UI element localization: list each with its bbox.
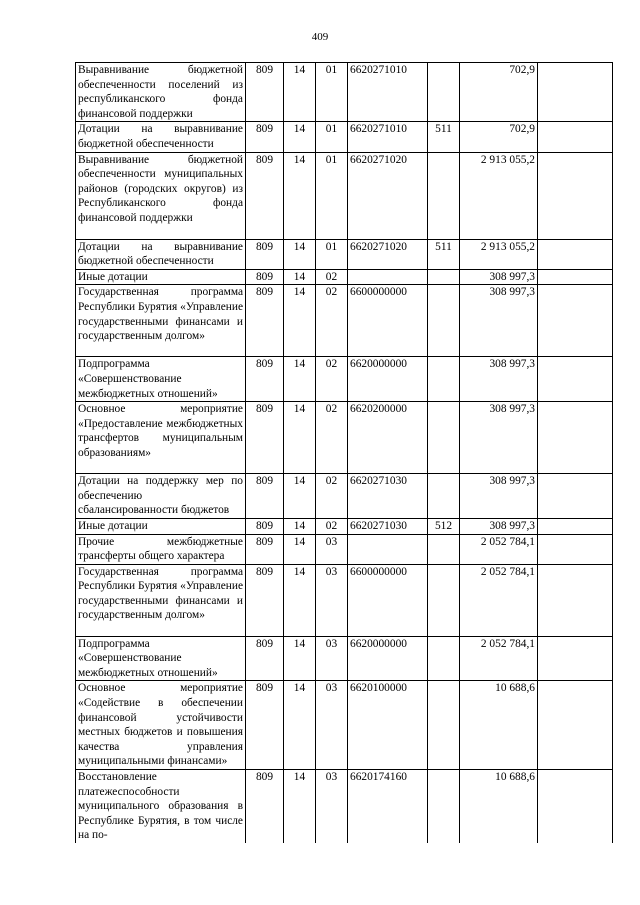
row-pr-cell: 03 xyxy=(316,636,348,681)
row-sum-cell: 308 997,3 xyxy=(460,474,538,519)
table-row xyxy=(76,474,613,519)
page-number: 409 xyxy=(311,31,329,43)
row-empty-cell xyxy=(538,152,613,239)
row-empty-cell xyxy=(538,564,613,636)
row-csr-cell: 6620174160 xyxy=(348,770,428,843)
row-vr-cell xyxy=(428,152,460,239)
row-ved-cell: 809 xyxy=(246,269,284,285)
row-pr-cell: 02 xyxy=(316,474,348,519)
row-sum-cell: 308 997,3 xyxy=(460,518,538,534)
row-rz-cell: 14 xyxy=(284,564,316,636)
row-sum-cell: 702,9 xyxy=(460,122,538,152)
table-row xyxy=(76,402,613,474)
table-row xyxy=(76,285,613,357)
row-rz-cell: 14 xyxy=(284,63,316,122)
row-ved-cell: 809 xyxy=(246,402,284,474)
row-csr-cell: 6620271030 xyxy=(348,518,428,534)
row-sum-cell: 2 052 784,1 xyxy=(460,636,538,681)
row-empty-cell xyxy=(538,534,613,564)
row-name-cell: Дотации на поддержку мер по обеспечению сбалансированности бюджетов xyxy=(76,474,246,519)
row-pr-cell: 02 xyxy=(316,357,348,402)
row-sum-cell: 702,9 xyxy=(460,63,538,122)
row-name-cell: Основное мероприятие «Содействие в обеспечении финансовой устойчивости местных бюджетов и повышения качества управления муниципальными финансами» xyxy=(76,681,246,770)
row-ved-cell: 809 xyxy=(246,285,284,357)
row-empty-cell xyxy=(538,122,613,152)
row-pr-cell: 03 xyxy=(316,681,348,770)
budget-table xyxy=(75,62,613,843)
row-name-cell: Государственная программа Республики Бурятия «Управление государственными финансами и государственным долгом» xyxy=(76,285,246,357)
table-row xyxy=(76,534,613,564)
row-ved-cell: 809 xyxy=(246,474,284,519)
row-name-cell: Иные дотации xyxy=(76,518,246,534)
row-name-cell: Государственная программа Республики Бурятия «Управление государственными финансами и государственным долгом» xyxy=(76,564,246,636)
row-ved-cell: 809 xyxy=(246,518,284,534)
row-rz-cell: 14 xyxy=(284,770,316,843)
row-pr-cell: 02 xyxy=(316,518,348,534)
row-sum-cell: 2 913 055,2 xyxy=(460,239,538,269)
row-rz-cell: 14 xyxy=(284,357,316,402)
row-vr-cell xyxy=(428,63,460,122)
row-vr-cell: 511 xyxy=(428,122,460,152)
row-name-cell: Иные дотации xyxy=(76,269,246,285)
row-vr-cell xyxy=(428,564,460,636)
row-vr-cell xyxy=(428,770,460,843)
row-rz-cell: 14 xyxy=(284,285,316,357)
row-empty-cell xyxy=(538,636,613,681)
table-row xyxy=(76,681,613,770)
row-vr-cell xyxy=(428,681,460,770)
table-row xyxy=(76,122,613,152)
row-rz-cell: 14 xyxy=(284,122,316,152)
table-row xyxy=(76,770,613,843)
row-name-cell: Подпрограмма «Совершенствование межбюджетных отношений» xyxy=(76,357,246,402)
row-ved-cell: 809 xyxy=(246,534,284,564)
row-vr-cell: 512 xyxy=(428,518,460,534)
row-sum-cell: 2 052 784,1 xyxy=(460,534,538,564)
row-ved-cell: 809 xyxy=(246,770,284,843)
row-csr-cell: 6620200000 xyxy=(348,402,428,474)
row-ved-cell: 809 xyxy=(246,152,284,239)
row-pr-cell: 01 xyxy=(316,152,348,239)
row-name-cell: Прочие межбюджетные трансферты общего характера xyxy=(76,534,246,564)
row-pr-cell: 03 xyxy=(316,534,348,564)
row-empty-cell xyxy=(538,518,613,534)
row-ved-cell: 809 xyxy=(246,239,284,269)
row-rz-cell: 14 xyxy=(284,152,316,239)
row-ved-cell: 809 xyxy=(246,564,284,636)
row-vr-cell xyxy=(428,474,460,519)
row-ved-cell: 809 xyxy=(246,122,284,152)
table-row xyxy=(76,63,613,122)
row-name-cell: Подпрограмма «Совершенствование межбюджетных отношений» xyxy=(76,636,246,681)
row-empty-cell xyxy=(538,681,613,770)
row-csr-cell: 6620000000 xyxy=(348,636,428,681)
row-ved-cell: 809 xyxy=(246,681,284,770)
row-sum-cell: 308 997,3 xyxy=(460,285,538,357)
row-name-cell: Выравнивание бюджетной обеспеченности муниципальных районов (городских округов) из Республиканского фонда финансовой поддержки xyxy=(76,152,246,239)
row-pr-cell: 02 xyxy=(316,269,348,285)
table-row xyxy=(76,269,613,285)
row-vr-cell xyxy=(428,636,460,681)
row-rz-cell: 14 xyxy=(284,269,316,285)
row-csr-cell: 6620000000 xyxy=(348,357,428,402)
row-pr-cell: 02 xyxy=(316,285,348,357)
row-vr-cell xyxy=(428,269,460,285)
row-csr-cell: 6600000000 xyxy=(348,285,428,357)
row-ved-cell: 809 xyxy=(246,63,284,122)
row-csr-cell: 6620271010 xyxy=(348,122,428,152)
row-pr-cell: 02 xyxy=(316,402,348,474)
row-csr-cell xyxy=(348,269,428,285)
row-empty-cell xyxy=(538,239,613,269)
row-vr-cell xyxy=(428,534,460,564)
table-row xyxy=(76,239,613,269)
row-rz-cell: 14 xyxy=(284,681,316,770)
row-csr-cell xyxy=(348,534,428,564)
row-pr-cell: 01 xyxy=(316,239,348,269)
row-name-cell: Выравнивание бюджетной обеспеченности поселений из республиканского фонда финансовой поддержки xyxy=(76,63,246,122)
row-vr-cell xyxy=(428,357,460,402)
row-rz-cell: 14 xyxy=(284,636,316,681)
row-sum-cell: 308 997,3 xyxy=(460,269,538,285)
row-csr-cell: 6620271010 xyxy=(348,63,428,122)
row-csr-cell: 6620271030 xyxy=(348,474,428,519)
row-rz-cell: 14 xyxy=(284,534,316,564)
row-empty-cell xyxy=(538,474,613,519)
row-empty-cell xyxy=(538,63,613,122)
row-vr-cell xyxy=(428,285,460,357)
row-sum-cell: 10 688,6 xyxy=(460,681,538,770)
row-empty-cell xyxy=(538,269,613,285)
row-sum-cell: 2 052 784,1 xyxy=(460,564,538,636)
row-ved-cell: 809 xyxy=(246,636,284,681)
row-pr-cell: 03 xyxy=(316,564,348,636)
row-rz-cell: 14 xyxy=(284,474,316,519)
row-empty-cell xyxy=(538,770,613,843)
row-pr-cell: 01 xyxy=(316,63,348,122)
table-row xyxy=(76,357,613,402)
row-name-cell: Дотации на выравнивание бюджетной обеспеченности xyxy=(76,239,246,269)
table-row xyxy=(76,564,613,636)
row-vr-cell xyxy=(428,402,460,474)
row-name-cell: Восстановление платежеспособности муниципального образования в Республике Бурятия, в том числе на по- xyxy=(76,770,246,843)
row-empty-cell xyxy=(538,402,613,474)
row-empty-cell xyxy=(538,357,613,402)
row-pr-cell: 03 xyxy=(316,770,348,843)
row-csr-cell: 6620271020 xyxy=(348,152,428,239)
row-name-cell: Дотации на выравнивание бюджетной обеспеченности xyxy=(76,122,246,152)
row-csr-cell: 6600000000 xyxy=(348,564,428,636)
row-csr-cell: 6620271020 xyxy=(348,239,428,269)
row-rz-cell: 14 xyxy=(284,518,316,534)
table-row xyxy=(76,636,613,681)
row-pr-cell: 01 xyxy=(316,122,348,152)
row-empty-cell xyxy=(538,285,613,357)
table-row xyxy=(76,518,613,534)
table-row xyxy=(76,152,613,239)
row-rz-cell: 14 xyxy=(284,239,316,269)
row-rz-cell: 14 xyxy=(284,402,316,474)
row-sum-cell: 308 997,3 xyxy=(460,402,538,474)
row-sum-cell: 2 913 055,2 xyxy=(460,152,538,239)
row-ved-cell: 809 xyxy=(246,357,284,402)
row-sum-cell: 10 688,6 xyxy=(460,770,538,843)
row-name-cell: Основное мероприятие «Предоставление межбюджетных трансфертов муниципальным образованиям» xyxy=(76,402,246,474)
row-sum-cell: 308 997,3 xyxy=(460,357,538,402)
row-vr-cell: 511 xyxy=(428,239,460,269)
row-csr-cell: 6620100000 xyxy=(348,681,428,770)
